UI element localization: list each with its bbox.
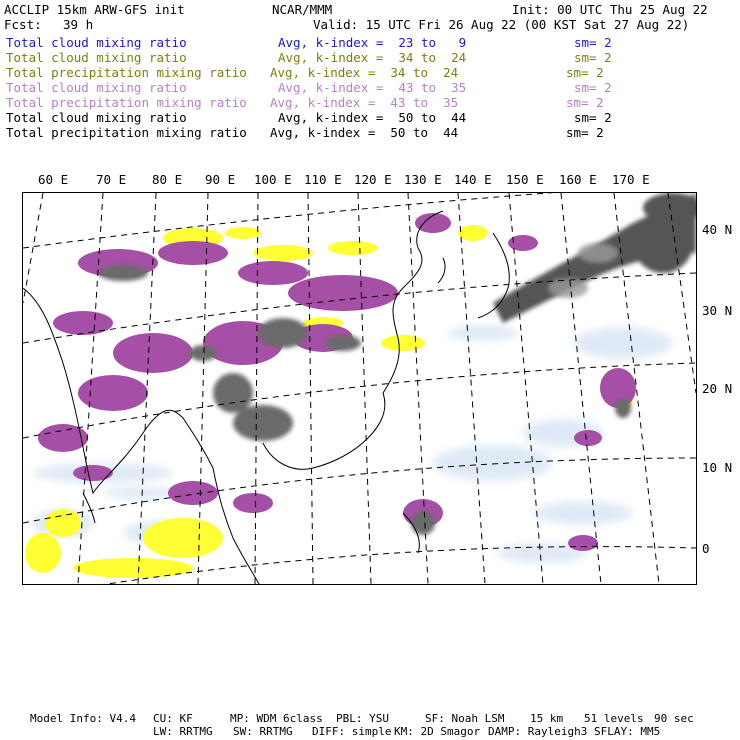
legend-field: Total cloud mixing ratio: [6, 80, 187, 95]
cumulus-scheme: CU: KF: [153, 712, 193, 725]
legend-avg: Avg, k-index = 50 to 44: [270, 125, 459, 140]
legend-avg: Avg, k-index = 50 to 44: [278, 110, 467, 125]
lat-label: 0: [702, 541, 710, 556]
map-canvas: [23, 193, 696, 584]
eddy-coefficient-option: KM: 2D Smagor: [394, 725, 481, 738]
lon-label: 120 E: [354, 172, 392, 187]
plot-title: ACCLIP 15km ARW-GFS init: [4, 2, 185, 17]
longwave-scheme: LW: RRTMG: [153, 725, 213, 738]
lat-label: 10 N: [702, 460, 733, 475]
lon-label: 60 E: [38, 172, 69, 187]
legend-sm: sm= 2: [574, 80, 612, 95]
legend-field: Total precipitation mixing ratio: [6, 65, 247, 80]
legend-sm: sm= 2: [566, 125, 604, 140]
lat-label: 20 N: [702, 381, 733, 396]
shortwave-scheme: SW: RRTMG: [233, 725, 293, 738]
valid-time: Valid: 15 UTC Fri 26 Aug 22 (00 KST Sat 27 Aug 22): [313, 17, 690, 32]
surface-layer-option: SFLAY: MM5: [594, 725, 661, 738]
lon-label: 140 E: [454, 172, 492, 187]
lat-label: 30 N: [702, 303, 733, 318]
organization: NCAR/MMM: [272, 2, 333, 17]
lon-label: 110 E: [304, 172, 342, 187]
microphysics-scheme: MP: WDM 6class: [230, 712, 323, 725]
init-time: Init: 00 UTC Thu 25 Aug 22: [512, 2, 708, 17]
legend-field: Total precipitation mixing ratio: [6, 95, 247, 110]
legend-avg: Avg, k-index = 34 to 24: [270, 65, 459, 80]
lon-label: 130 E: [404, 172, 442, 187]
legend-avg: Avg, k-index = 43 to 35: [270, 95, 459, 110]
legend-sm: sm= 2: [574, 35, 612, 50]
forecast-hours: 39 h: [63, 17, 94, 32]
lon-label: 70 E: [96, 172, 127, 187]
diffusion-option: DIFF: simple: [312, 725, 392, 738]
legend-field: Total cloud mixing ratio: [6, 50, 187, 65]
lon-label: 100 E: [254, 172, 292, 187]
lat-label: 40 N: [702, 222, 733, 237]
legend-sm: sm= 2: [566, 95, 604, 110]
damping-option: DAMP: Rayleigh3: [488, 725, 588, 738]
lon-label: 160 E: [559, 172, 597, 187]
legend-avg: Avg, k-index = 34 to 24: [278, 50, 467, 65]
lon-label: 90 E: [205, 172, 236, 187]
map-panel: [22, 192, 697, 585]
pbl-scheme: PBL: YSU: [336, 712, 389, 725]
high-cloud-field: [38, 213, 636, 551]
legend-sm: sm= 2: [566, 65, 604, 80]
legend-field: Total cloud mixing ratio: [6, 110, 187, 125]
legend-field: Total cloud mixing ratio: [6, 35, 187, 50]
legend-sm: sm= 2: [574, 110, 612, 125]
legend-avg: Avg, k-index = 43 to 35: [278, 80, 467, 95]
legend-sm: sm= 2: [574, 50, 612, 65]
lon-label: 170 E: [612, 172, 650, 187]
vertical-levels: 51 levels: [584, 712, 644, 725]
lon-label: 150 E: [506, 172, 544, 187]
lon-label: 80 E: [152, 172, 183, 187]
legend-field: Total precipitation mixing ratio: [6, 125, 247, 140]
resolution: 15 km: [530, 712, 564, 725]
surface-scheme: SF: Noah LSM: [425, 712, 505, 725]
legend-avg: Avg, k-index = 23 to 9: [278, 35, 467, 50]
model-version: Model Info: V4.4: [30, 712, 136, 725]
time-step: 90 sec: [654, 712, 694, 725]
forecast-label: Fcst:: [4, 17, 42, 32]
